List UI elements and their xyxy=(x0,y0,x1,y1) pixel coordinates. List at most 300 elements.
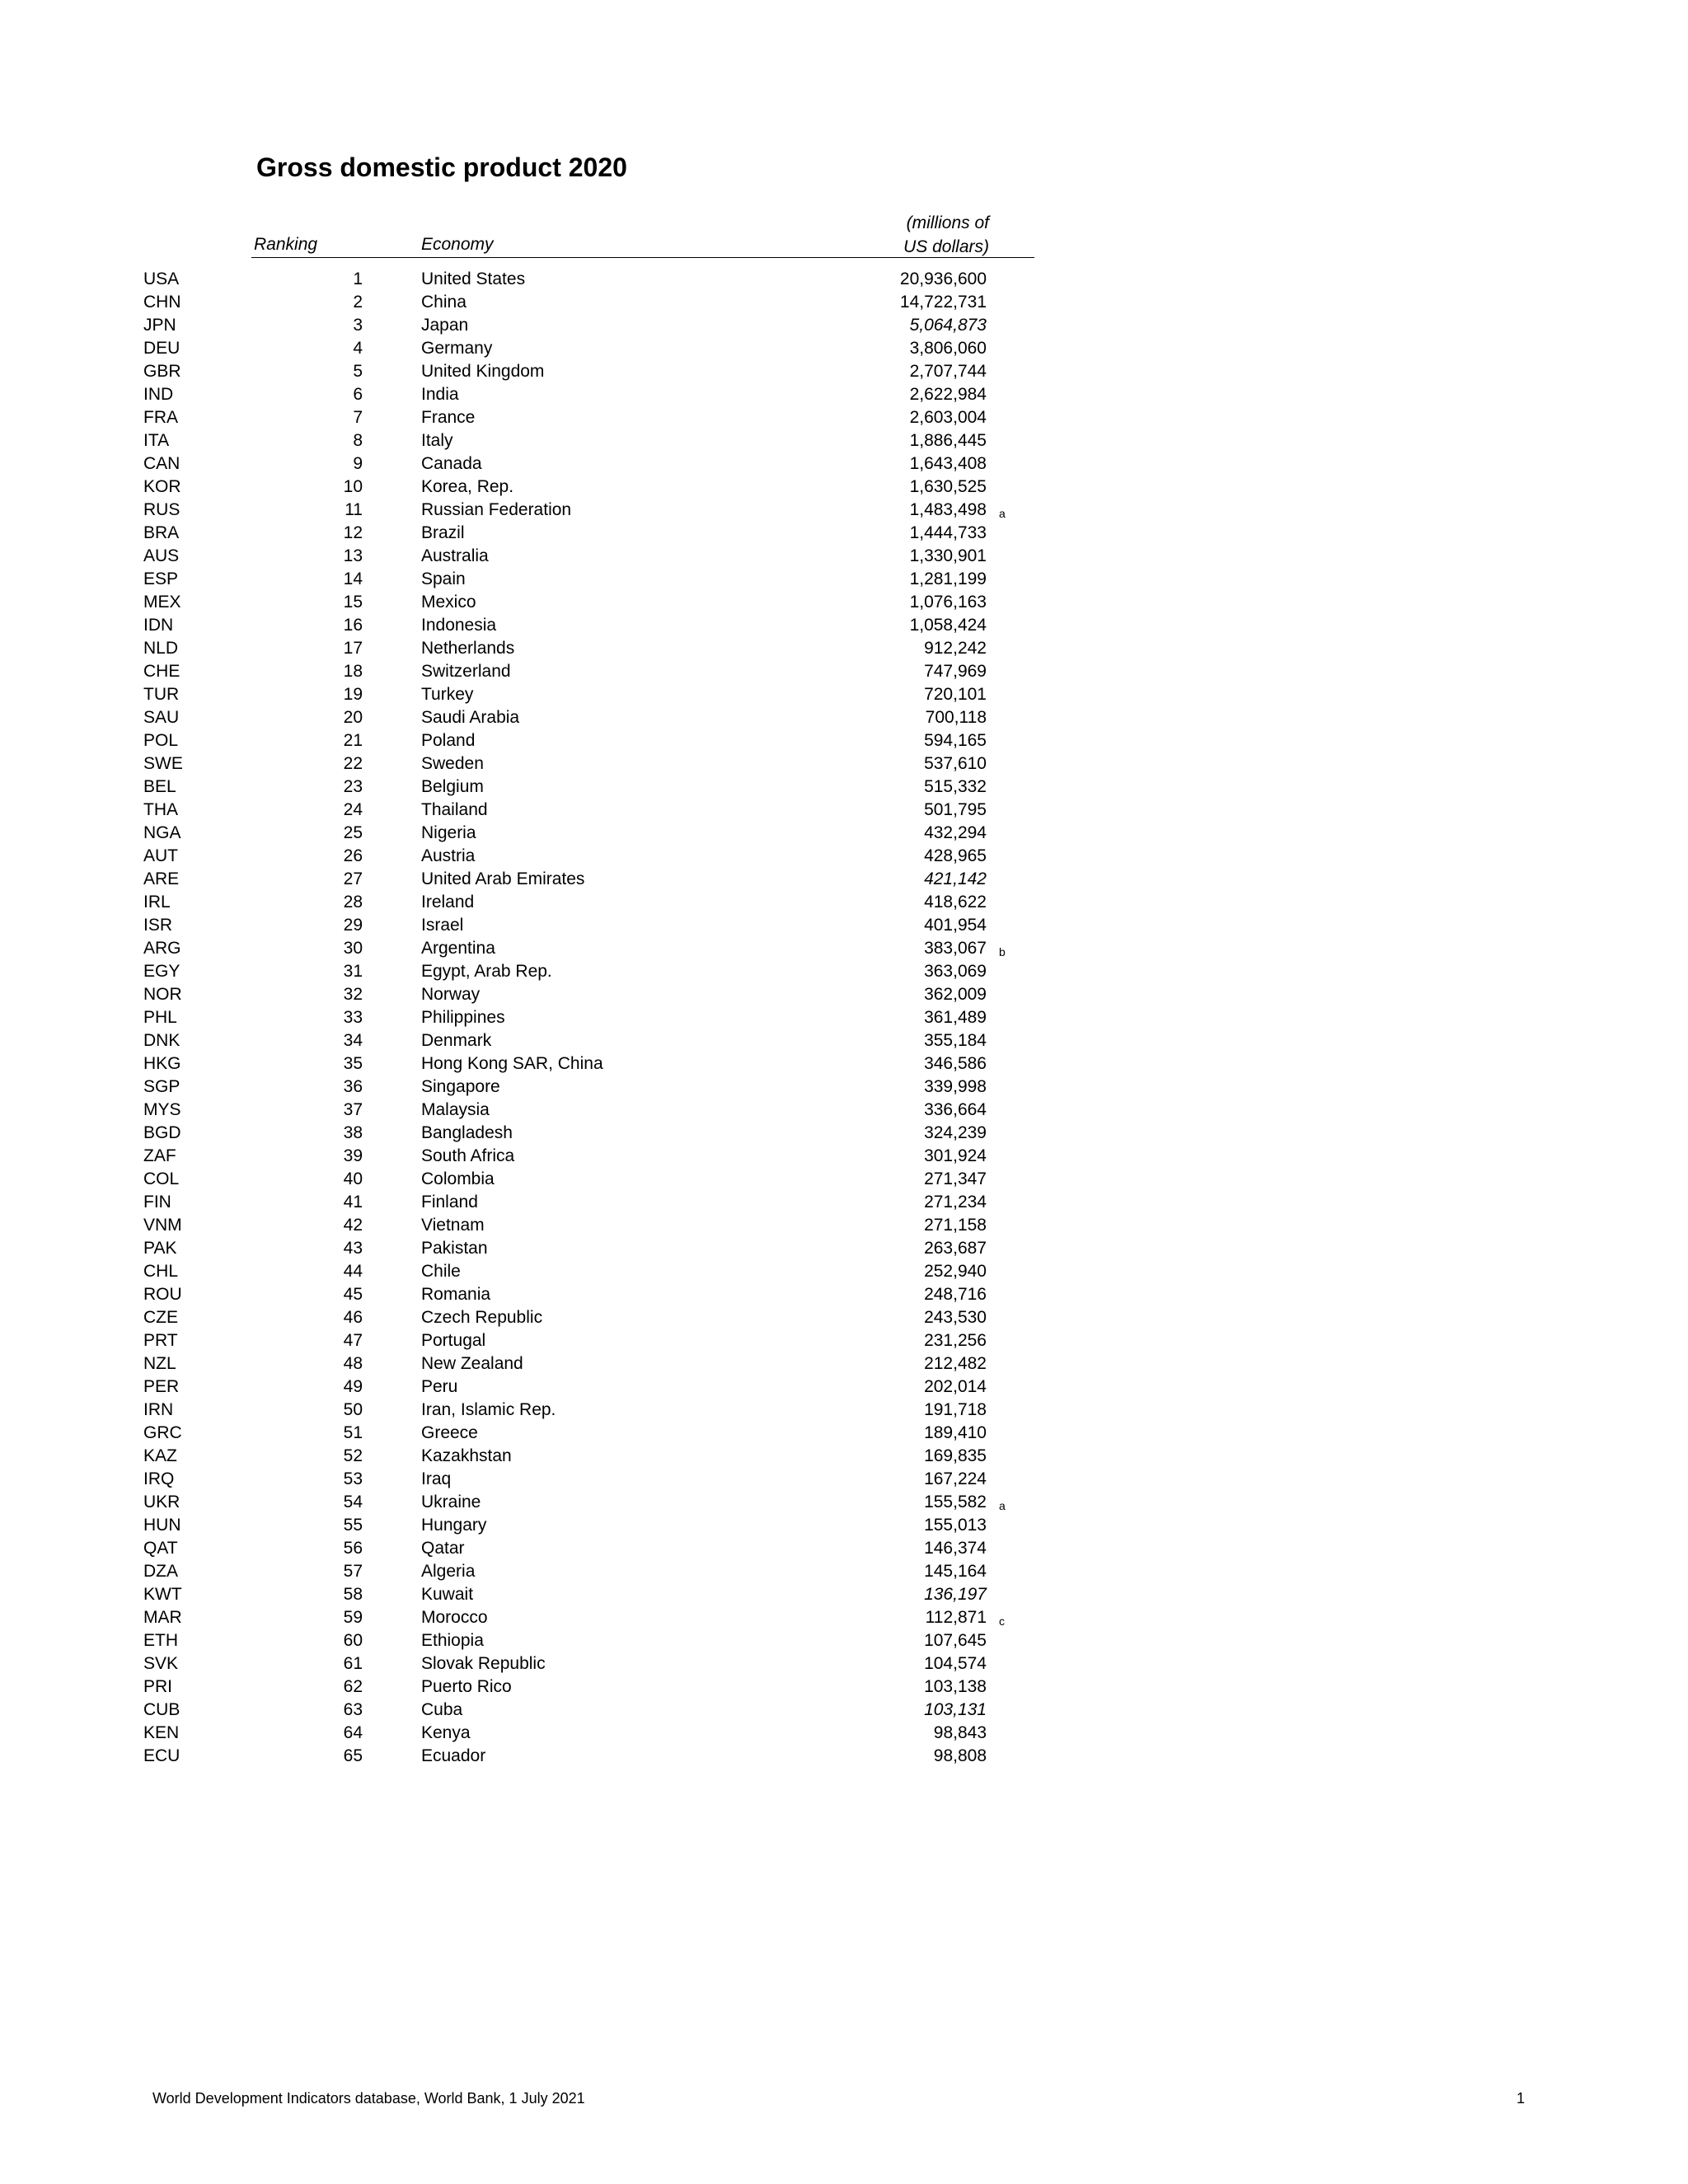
country-code: PRI xyxy=(143,1677,173,1696)
country-code: ESP xyxy=(143,569,179,588)
table-row xyxy=(0,337,1688,360)
gdp-value: 112,871 xyxy=(925,1608,987,1627)
rank-cell: 53 xyxy=(343,1469,363,1488)
table-row xyxy=(0,1583,1688,1606)
economy-name: Philippines xyxy=(421,1008,505,1027)
gdp-value: 202,014 xyxy=(924,1377,987,1396)
economy-name: Iraq xyxy=(421,1469,452,1488)
economy-name: Spain xyxy=(421,569,466,588)
country-code: ZAF xyxy=(143,1146,176,1165)
economy-name: Singapore xyxy=(421,1077,500,1096)
rank-cell: 9 xyxy=(353,454,363,473)
rank-cell: 3 xyxy=(353,316,363,335)
economy-name: Saudi Arabia xyxy=(421,708,520,727)
economy-name: Norway xyxy=(421,985,481,1004)
economy-name: Poland xyxy=(421,731,476,750)
table-row xyxy=(0,452,1688,476)
country-code: BEL xyxy=(143,777,176,796)
economy-name: Puerto Rico xyxy=(421,1677,512,1696)
economy-name: Slovak Republic xyxy=(421,1654,546,1673)
table-row xyxy=(0,1399,1688,1422)
country-code: CHE xyxy=(143,662,181,681)
country-code: IND xyxy=(143,385,174,404)
table-row xyxy=(0,1468,1688,1491)
rank-cell: 65 xyxy=(343,1746,363,1765)
rank-cell: 50 xyxy=(343,1400,363,1419)
gdp-value: 1,076,163 xyxy=(909,593,987,612)
country-code: CZE xyxy=(143,1308,178,1327)
gdp-value: 2,622,984 xyxy=(909,385,987,404)
country-code: ROU xyxy=(143,1285,182,1304)
table-row xyxy=(0,614,1688,637)
economy-name: China xyxy=(421,293,467,312)
economy-name: Kazakhstan xyxy=(421,1446,512,1465)
rank-cell: 8 xyxy=(353,431,363,450)
country-code: KOR xyxy=(143,477,181,496)
country-code: USA xyxy=(143,269,180,288)
gdp-value: 301,924 xyxy=(924,1146,987,1165)
gdp-value: 107,645 xyxy=(924,1631,987,1650)
gdp-value: 271,234 xyxy=(924,1193,987,1212)
rank-cell: 63 xyxy=(343,1700,363,1719)
gdp-value: 243,530 xyxy=(924,1308,987,1327)
country-code: SWE xyxy=(143,754,183,773)
table-row xyxy=(0,1214,1688,1237)
economy-name: Malaysia xyxy=(421,1100,490,1119)
economy-name: Austria xyxy=(421,846,476,865)
country-code: JPN xyxy=(143,316,176,335)
economy-name: Denmark xyxy=(421,1031,492,1050)
rank-cell: 43 xyxy=(343,1239,363,1258)
gdp-value: 1,281,199 xyxy=(909,569,987,588)
country-code: MYS xyxy=(143,1100,181,1119)
country-code: ARE xyxy=(143,869,180,888)
country-code: COL xyxy=(143,1169,180,1188)
rank-cell: 29 xyxy=(343,916,363,935)
gdp-value: 355,184 xyxy=(924,1031,987,1050)
economy-name: Turkey xyxy=(421,685,474,704)
economy-name: Hungary xyxy=(421,1516,487,1535)
rank-cell: 52 xyxy=(343,1446,363,1465)
gdp-value: 501,795 xyxy=(924,800,987,819)
rank-cell: 24 xyxy=(343,800,363,819)
rank-cell: 60 xyxy=(343,1631,363,1650)
source-footer: World Development Indicators database, World Bank, 1 July 2021 xyxy=(152,2090,585,2107)
economy-name: Hong Kong SAR, China xyxy=(421,1054,603,1073)
page-title: Gross domestic product 2020 xyxy=(256,152,627,182)
rank-cell: 2 xyxy=(353,293,363,312)
rank-cell: 51 xyxy=(343,1423,363,1442)
gdp-value: 136,197 xyxy=(924,1585,987,1604)
gdp-value: 594,165 xyxy=(924,731,987,750)
country-code: MEX xyxy=(143,593,181,612)
country-code: IDN xyxy=(143,616,174,635)
rank-cell: 58 xyxy=(343,1585,363,1604)
country-code: PRT xyxy=(143,1331,178,1350)
economy-name: Ecuador xyxy=(421,1746,486,1765)
rank-cell: 5 xyxy=(353,362,363,381)
table-row xyxy=(0,914,1688,937)
column-header-value xyxy=(857,211,989,259)
country-code: UKR xyxy=(143,1493,181,1511)
economy-name: Czech Republic xyxy=(421,1308,543,1327)
table-row xyxy=(0,1352,1688,1376)
table-row xyxy=(0,1514,1688,1537)
rank-cell: 19 xyxy=(343,685,363,704)
footnote-marker: a xyxy=(999,507,1006,520)
country-code: HUN xyxy=(143,1516,181,1535)
gdp-value: 189,410 xyxy=(924,1423,987,1442)
rank-cell: 54 xyxy=(343,1493,363,1511)
gdp-value: 145,164 xyxy=(924,1562,987,1581)
table-row xyxy=(0,268,1688,291)
table-row xyxy=(0,937,1688,960)
table-row xyxy=(0,1306,1688,1329)
gdp-value: 2,603,004 xyxy=(909,408,987,427)
economy-name: Peru xyxy=(421,1377,458,1396)
rank-cell: 12 xyxy=(343,523,363,542)
economy-name: Indonesia xyxy=(421,616,497,635)
country-code: CAN xyxy=(143,454,181,473)
country-code: IRQ xyxy=(143,1469,175,1488)
table-row xyxy=(0,660,1688,683)
table-row xyxy=(0,1675,1688,1699)
country-code: ITA xyxy=(143,431,170,450)
economy-name: Portugal xyxy=(421,1331,486,1350)
gdp-value: 1,444,733 xyxy=(909,523,987,542)
table-row xyxy=(0,1652,1688,1675)
country-code: DEU xyxy=(143,339,181,358)
table-row xyxy=(0,406,1688,429)
country-code: NZL xyxy=(143,1354,176,1373)
gdp-value: 2,707,744 xyxy=(909,362,987,381)
table-row xyxy=(0,1168,1688,1191)
gdp-value: 428,965 xyxy=(924,846,987,865)
country-code: RUS xyxy=(143,500,181,519)
table-row xyxy=(0,568,1688,591)
table-row xyxy=(0,591,1688,614)
table-row xyxy=(0,1537,1688,1560)
country-code: GRC xyxy=(143,1423,182,1442)
rank-cell: 39 xyxy=(343,1146,363,1165)
economy-name: Finland xyxy=(421,1193,478,1212)
country-code: DZA xyxy=(143,1562,178,1581)
country-code: CUB xyxy=(143,1700,181,1719)
table-row xyxy=(0,1145,1688,1168)
economy-name: United Arab Emirates xyxy=(421,869,585,888)
economy-name: Australia xyxy=(421,546,489,565)
country-code: GBR xyxy=(143,362,181,381)
table-row xyxy=(0,1052,1688,1076)
gdp-value: 14,722,731 xyxy=(899,293,987,312)
economy-name: South Africa xyxy=(421,1146,515,1165)
country-code: FRA xyxy=(143,408,178,427)
country-code: FIN xyxy=(143,1193,171,1212)
economy-name: Cuba xyxy=(421,1700,463,1719)
gdp-value: 248,716 xyxy=(924,1285,987,1304)
gdp-value: 169,835 xyxy=(924,1446,987,1465)
rank-cell: 42 xyxy=(343,1216,363,1235)
column-header-ranking: Ranking xyxy=(254,235,318,254)
rank-cell: 11 xyxy=(345,500,363,519)
table-row xyxy=(0,1722,1688,1745)
gdp-value: 339,998 xyxy=(924,1077,987,1096)
column-header-economy: Economy xyxy=(421,235,494,254)
economy-name: Germany xyxy=(421,339,493,358)
table-row xyxy=(0,522,1688,545)
table-row xyxy=(0,1006,1688,1029)
economy-name: New Zealand xyxy=(421,1354,523,1373)
table-row xyxy=(0,545,1688,568)
gdp-value: 912,242 xyxy=(924,639,987,658)
table-row xyxy=(0,683,1688,706)
gdp-value: 324,239 xyxy=(924,1123,987,1142)
country-code: CHL xyxy=(143,1262,179,1281)
rank-cell: 28 xyxy=(343,893,363,912)
economy-name: Argentina xyxy=(421,939,495,958)
economy-name: Vietnam xyxy=(421,1216,485,1235)
table-row xyxy=(0,960,1688,983)
page-number: 1 xyxy=(1517,2090,1526,2107)
country-code: NOR xyxy=(143,985,182,1004)
table-row xyxy=(0,1099,1688,1122)
rank-cell: 20 xyxy=(343,708,363,727)
rank-cell: 4 xyxy=(353,339,363,358)
table-row xyxy=(0,1376,1688,1399)
country-code: AUS xyxy=(143,546,180,565)
table-row xyxy=(0,1122,1688,1145)
gdp-value: 720,101 xyxy=(924,685,987,704)
rank-cell: 38 xyxy=(343,1123,363,1142)
economy-name: United States xyxy=(421,269,526,288)
gdp-value: 252,940 xyxy=(924,1262,987,1281)
table-row xyxy=(0,1491,1688,1514)
gdp-value: 1,630,525 xyxy=(909,477,987,496)
gdp-value: 1,483,498 xyxy=(909,500,987,519)
rank-cell: 26 xyxy=(343,846,363,865)
table-row xyxy=(0,1260,1688,1283)
gdp-value: 336,664 xyxy=(924,1100,987,1119)
rank-cell: 31 xyxy=(343,962,363,981)
table-row xyxy=(0,1191,1688,1214)
economy-name: Iran, Islamic Rep. xyxy=(421,1400,556,1419)
gdp-value: 3,806,060 xyxy=(909,339,987,358)
table-row xyxy=(0,729,1688,752)
economy-name: Algeria xyxy=(421,1562,476,1581)
country-code: PAK xyxy=(143,1239,177,1258)
economy-name: Chile xyxy=(421,1262,461,1281)
table-row xyxy=(0,476,1688,499)
table-row xyxy=(0,1629,1688,1652)
table-row xyxy=(0,822,1688,845)
table-row xyxy=(0,360,1688,383)
gdp-value: 20,936,600 xyxy=(899,269,987,288)
country-code: AUT xyxy=(143,846,178,865)
economy-name: Israel xyxy=(421,916,464,935)
rank-cell: 57 xyxy=(343,1562,363,1581)
table-row xyxy=(0,1445,1688,1468)
gdp-value: 363,069 xyxy=(924,962,987,981)
table-row xyxy=(0,1029,1688,1052)
rank-cell: 25 xyxy=(343,823,363,842)
country-code: VNM xyxy=(143,1216,182,1235)
table-row xyxy=(0,1329,1688,1352)
header-divider xyxy=(251,257,1034,258)
country-code: SAU xyxy=(143,708,180,727)
economy-name: Mexico xyxy=(421,593,476,612)
rank-cell: 35 xyxy=(343,1054,363,1073)
table-row xyxy=(0,1745,1688,1768)
rank-cell: 13 xyxy=(343,546,363,565)
economy-name: Ireland xyxy=(421,893,475,912)
table-row xyxy=(0,845,1688,868)
economy-name: Ukraine xyxy=(421,1493,481,1511)
table-row xyxy=(0,1422,1688,1445)
gdp-value: 361,489 xyxy=(924,1008,987,1027)
table-row xyxy=(0,1237,1688,1260)
rank-cell: 41 xyxy=(343,1193,363,1212)
country-code: IRL xyxy=(143,893,171,912)
economy-name: France xyxy=(421,408,476,427)
economy-name: Belgium xyxy=(421,777,484,796)
economy-name: Korea, Rep. xyxy=(421,477,514,496)
footnote-marker: b xyxy=(999,945,1006,958)
gdp-value: 401,954 xyxy=(924,916,987,935)
economy-name: Russian Federation xyxy=(421,500,572,519)
gdp-value: 103,138 xyxy=(924,1677,987,1696)
column-header-value-line2: US dollars) xyxy=(903,237,989,256)
gdp-value: 167,224 xyxy=(924,1469,987,1488)
country-code: CHN xyxy=(143,293,181,312)
country-code: MAR xyxy=(143,1608,182,1627)
economy-name: Colombia xyxy=(421,1169,495,1188)
table-row xyxy=(0,314,1688,337)
gdp-value: 103,131 xyxy=(924,1700,987,1719)
table-row xyxy=(0,1283,1688,1306)
economy-name: Kuwait xyxy=(421,1585,474,1604)
economy-name: Canada xyxy=(421,454,482,473)
country-code: THA xyxy=(143,800,178,819)
table-row xyxy=(0,868,1688,891)
economy-name: Nigeria xyxy=(421,823,476,842)
gdp-value: 1,886,445 xyxy=(909,431,987,450)
rank-cell: 40 xyxy=(343,1169,363,1188)
footnote-marker: c xyxy=(999,1615,1005,1628)
economy-name: Japan xyxy=(421,316,469,335)
rank-cell: 15 xyxy=(343,593,363,612)
rank-cell: 36 xyxy=(343,1077,363,1096)
gdp-value: 191,718 xyxy=(924,1400,987,1419)
country-code: NLD xyxy=(143,639,179,658)
country-code: TUR xyxy=(143,685,180,704)
country-code: ARG xyxy=(143,939,181,958)
economy-name: Romania xyxy=(421,1285,491,1304)
table-row xyxy=(0,499,1688,522)
country-code: NGA xyxy=(143,823,181,842)
country-code: SGP xyxy=(143,1077,181,1096)
gdp-value: 1,058,424 xyxy=(909,616,987,635)
rank-cell: 6 xyxy=(353,385,363,404)
gdp-value: 212,482 xyxy=(924,1354,987,1373)
table-row xyxy=(0,429,1688,452)
economy-name: Sweden xyxy=(421,754,484,773)
gdp-value: 1,330,901 xyxy=(909,546,987,565)
country-code: QAT xyxy=(143,1539,178,1558)
economy-name: India xyxy=(421,385,459,404)
table-row xyxy=(0,799,1688,822)
table-row xyxy=(0,983,1688,1006)
rank-cell: 23 xyxy=(343,777,363,796)
economy-name: Morocco xyxy=(421,1608,488,1627)
table-row xyxy=(0,1606,1688,1629)
gdp-value: 231,256 xyxy=(924,1331,987,1350)
economy-name: Switzerland xyxy=(421,662,511,681)
country-code: KAZ xyxy=(143,1446,177,1465)
rank-cell: 17 xyxy=(343,639,363,658)
economy-name: United Kingdom xyxy=(421,362,545,381)
table-row xyxy=(0,776,1688,799)
gdp-value: 98,808 xyxy=(933,1746,987,1765)
gdp-value: 263,687 xyxy=(924,1239,987,1258)
country-code: IRN xyxy=(143,1400,174,1419)
country-code: POL xyxy=(143,731,179,750)
rank-cell: 10 xyxy=(343,477,363,496)
gdp-value: 98,843 xyxy=(933,1723,987,1742)
gdp-value: 515,332 xyxy=(924,777,987,796)
economy-name: Italy xyxy=(421,431,453,450)
rank-cell: 16 xyxy=(343,616,363,635)
rank-cell: 49 xyxy=(343,1377,363,1396)
economy-name: Greece xyxy=(421,1423,478,1442)
gdp-value: 271,347 xyxy=(924,1169,987,1188)
rank-cell: 44 xyxy=(343,1262,363,1281)
table-row xyxy=(0,891,1688,914)
rank-cell: 33 xyxy=(343,1008,363,1027)
gdp-value: 383,067 xyxy=(924,939,987,958)
table-row xyxy=(0,383,1688,406)
country-code: HKG xyxy=(143,1054,181,1073)
country-code: EGY xyxy=(143,962,181,981)
rank-cell: 55 xyxy=(343,1516,363,1535)
economy-name: Netherlands xyxy=(421,639,515,658)
economy-name: Brazil xyxy=(421,523,465,542)
table-row xyxy=(0,1560,1688,1583)
rank-cell: 46 xyxy=(343,1308,363,1327)
economy-name: Egypt, Arab Rep. xyxy=(421,962,552,981)
table-row xyxy=(0,637,1688,660)
country-code: BGD xyxy=(143,1123,181,1142)
rank-cell: 48 xyxy=(343,1354,363,1373)
gdp-value: 104,574 xyxy=(924,1654,987,1673)
country-code: KWT xyxy=(143,1585,182,1604)
rank-cell: 32 xyxy=(343,985,363,1004)
country-code: ECU xyxy=(143,1746,181,1765)
rank-cell: 27 xyxy=(343,869,363,888)
economy-name: Kenya xyxy=(421,1723,471,1742)
table-row xyxy=(0,291,1688,314)
table-row xyxy=(0,1076,1688,1099)
rank-cell: 21 xyxy=(343,731,363,750)
rank-cell: 62 xyxy=(343,1677,363,1696)
economy-name: Thailand xyxy=(421,800,488,819)
gdp-value: 155,582 xyxy=(924,1493,987,1511)
country-code: ETH xyxy=(143,1631,178,1650)
gdp-value: 700,118 xyxy=(925,708,987,727)
rank-cell: 45 xyxy=(343,1285,363,1304)
country-code: DNK xyxy=(143,1031,181,1050)
country-code: PHL xyxy=(143,1008,177,1027)
gdp-value: 346,586 xyxy=(924,1054,987,1073)
